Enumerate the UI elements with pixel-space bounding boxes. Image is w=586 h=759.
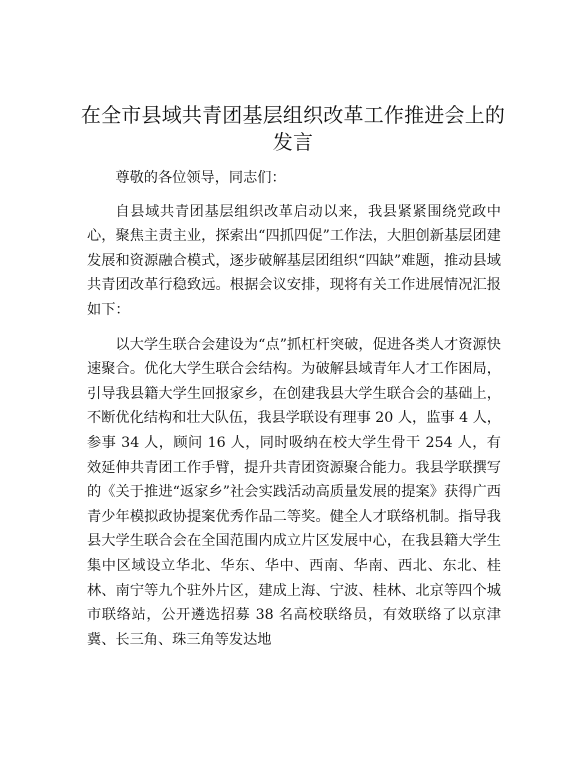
salutation: 尊敬的各位领导，同志们： — [115, 170, 286, 186]
document-title: 在全市县域共青团基层组织改革工作推进会上的发言 — [80, 103, 506, 154]
document-body — [87, 166, 501, 662]
paragraph-student-union: 以大学生联合会建设为“点”抓杠杆突破，促进各类人才资源快速聚合。优化大学生联合会结构。为破解县域青年人才工作困局，引导我县籍大学生回报家乡，在创建我县大学生联合会的基础上，不断优化结构和壮大队伍，我县学联设有理事 20 人，监事 4 人，参事 34 人，顾问 16 人，同时吸纳在校大学生骨干 254 人，有效延伸共青团工作手臂，提升共青团资源聚合能力。我县学联撰写的《关于推进“返家乡”社会实践活动高质量发展的提案》获得广西青少年模拟政协提案优秀作品二等奖。健全人才联络机制。指导我县大学生联合会在全国范围内成立片区发展中心，在我县籍大学生集中区域设立华北、华东、华中、西南、华南、西北、东北、桂林、南宁等九个驻外片区，建成上海、宁波、桂林、北京等四个城市联络站，公开遴选招募 38 名高校联络员，有效联络了以京津冀、长三角、珠三角等发达地 — [87, 336, 501, 648]
paragraph-intro: 自县域共青团基层组织改革启动以来，我县紧紧围绕党政中心，聚焦主责主业，探索出“四抓四促”工作法，大胆创新基层团建发展和资源融合模式，逐步破解基层团组织“四缺”难题，推动县域共青团改革行稳致远。根据会议安排，现将有关工作进展情况汇报如下： — [87, 203, 501, 318]
